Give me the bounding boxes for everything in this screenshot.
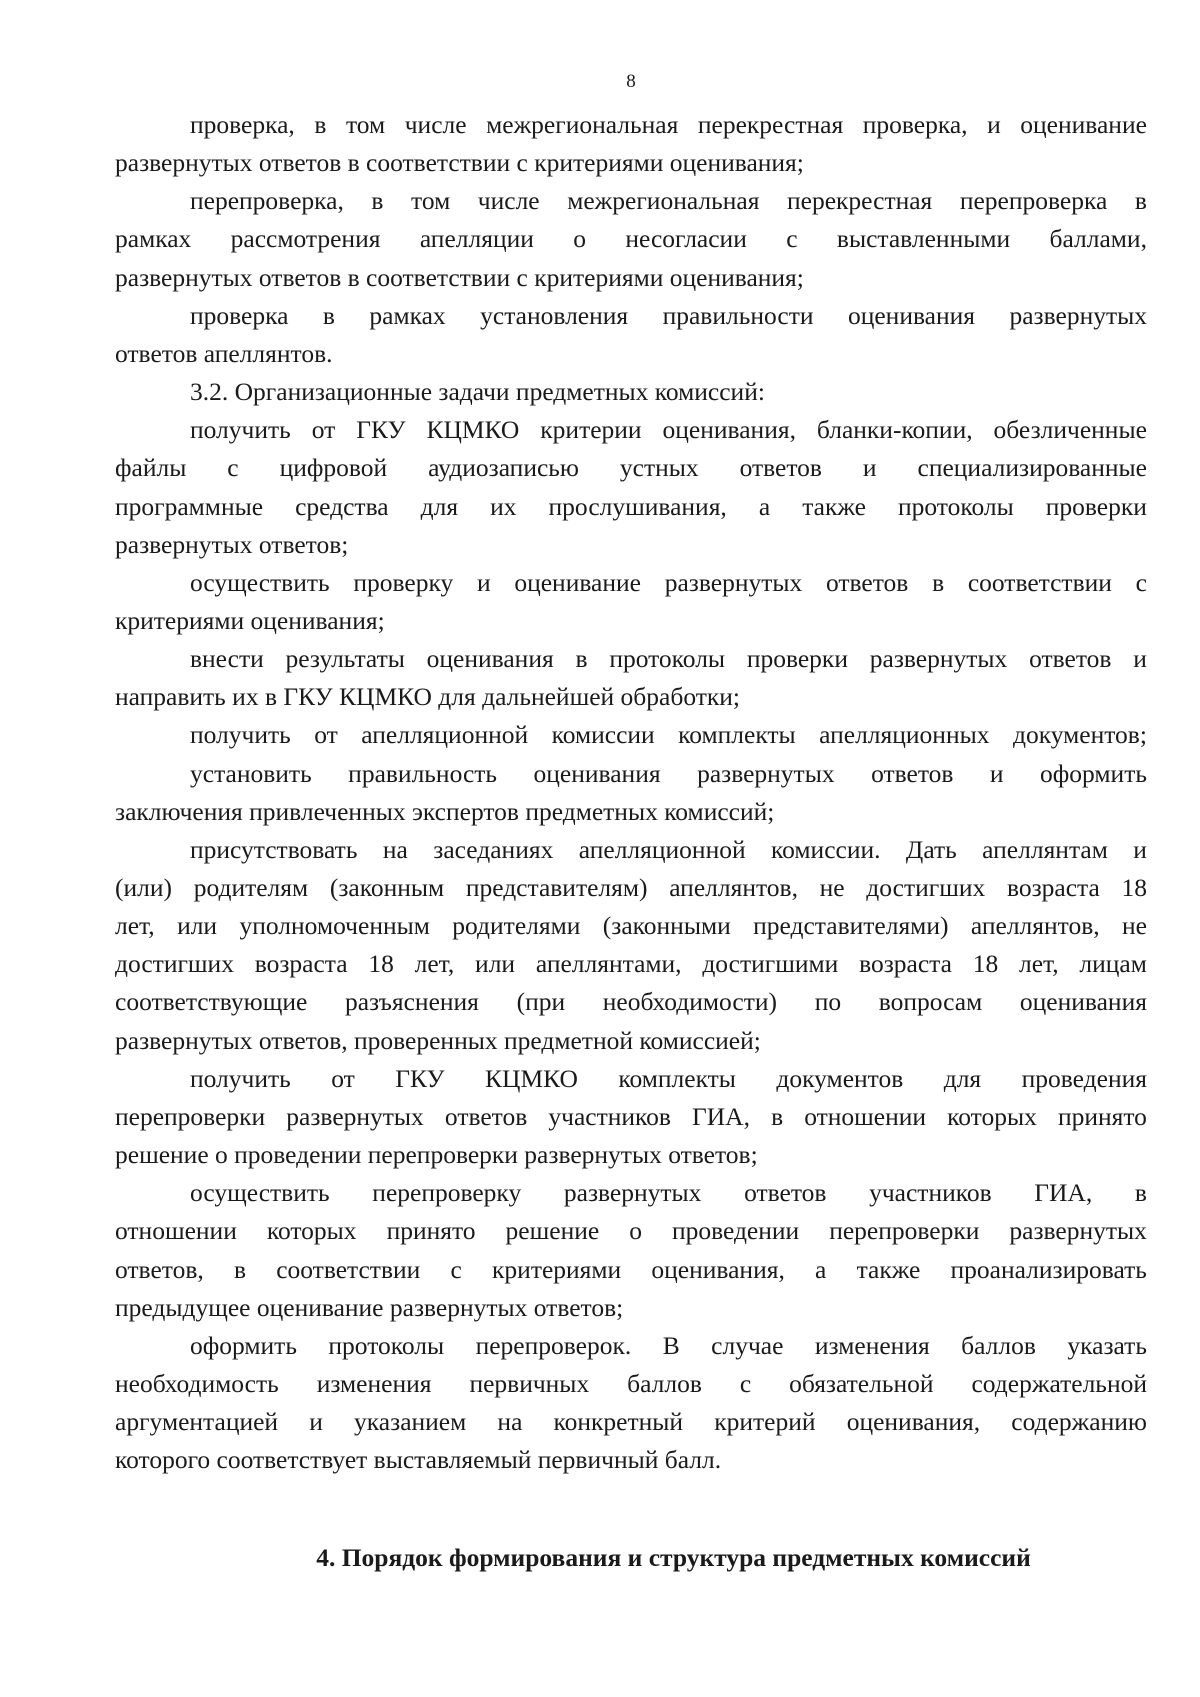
text-line: [190, 641, 1147, 677]
word: обязательной: [789, 1369, 934, 1398]
word: в: [1134, 1178, 1147, 1208]
word: в: [322, 300, 335, 330]
text-line: [190, 1061, 1147, 1097]
word: или: [475, 949, 516, 979]
word: разъяснения: [344, 987, 479, 1017]
word: числе: [404, 110, 467, 139]
word: в: [314, 110, 327, 139]
word: 18: [972, 949, 999, 979]
word: оценивания,: [846, 1407, 981, 1437]
word: перекрестная: [787, 186, 933, 216]
word: оформить: [190, 1330, 297, 1360]
word: о: [573, 224, 586, 254]
word: проверку: [353, 567, 454, 597]
word: аудиозаписью: [428, 453, 579, 483]
word: апеллянтов,: [669, 873, 798, 902]
word: а: [815, 1254, 827, 1284]
word: от: [331, 1063, 355, 1093]
word: с: [1135, 567, 1147, 597]
word: отношении: [804, 1101, 927, 1131]
word: родителями: [452, 911, 581, 941]
word: проведении: [671, 1216, 800, 1246]
word: содержательной: [971, 1369, 1147, 1398]
word: проверки: [746, 644, 848, 674]
text-line: решение о проведении перепроверки развернутых ответов;: [115, 1140, 758, 1169]
word: апелляционной: [361, 720, 529, 750]
word: критерий: [714, 1407, 816, 1437]
word: перепроверки: [829, 1216, 980, 1246]
word: протоколы: [609, 644, 726, 674]
word: развернутых: [664, 567, 803, 597]
word: документов;: [1012, 720, 1147, 750]
word: (или): [115, 873, 173, 902]
word: рамках: [369, 300, 446, 330]
word: достигших: [866, 873, 986, 902]
word: возраста: [859, 949, 952, 979]
word: достигших: [115, 949, 234, 979]
word: том: [345, 110, 386, 139]
word: уполномоченным: [239, 911, 430, 941]
text-line: критериями оценивания;: [115, 606, 385, 635]
word: межрегиональная: [486, 110, 679, 139]
word: внести: [190, 644, 264, 674]
word: получить: [190, 415, 291, 445]
text-line: [115, 489, 1147, 525]
word: вопросам: [878, 987, 983, 1017]
text-line: [190, 565, 1147, 601]
word: перепроверки: [115, 1101, 266, 1131]
word: с: [227, 453, 239, 483]
word: ответов: [1029, 644, 1112, 674]
text-line: которого соответствует выставляемый первичный балл.: [115, 1445, 722, 1475]
text-line: [190, 717, 1147, 753]
word: участников: [548, 1101, 671, 1131]
word: 18: [368, 949, 394, 979]
word: межрегиональная: [567, 186, 760, 216]
word: прослушивания,: [548, 491, 727, 521]
word: средства: [295, 491, 389, 521]
word: оценивания,: [651, 1254, 785, 1284]
word: развернутых: [1009, 300, 1147, 330]
word: оформить: [1040, 758, 1147, 788]
word: развернутых: [869, 644, 1008, 674]
text-line: [115, 1404, 1147, 1440]
word: комплекты: [678, 720, 796, 750]
word: программные: [115, 491, 264, 521]
word: КЦМКО: [426, 415, 520, 445]
word: необходимости): [602, 987, 778, 1017]
text-line: [115, 870, 1147, 906]
word: также: [856, 1254, 921, 1284]
word: ответов: [444, 1101, 528, 1131]
word: ответов: [739, 453, 822, 483]
word: и: [987, 110, 1001, 139]
word: которых: [266, 1216, 357, 1246]
text-line: [190, 183, 1147, 219]
text-line: [115, 908, 1147, 944]
word: оценивания: [533, 758, 661, 788]
word: изменения: [814, 1330, 930, 1360]
word: указанием: [354, 1407, 467, 1437]
word: числе: [477, 186, 540, 216]
word: баллами,: [1049, 224, 1147, 254]
word: развернутых: [697, 758, 835, 788]
word: проверка,: [862, 110, 968, 139]
word: проанализировать: [950, 1254, 1147, 1284]
word: заседаниях: [433, 834, 554, 864]
word: комплекты: [618, 1063, 736, 1093]
text-line: [190, 412, 1147, 448]
word: ГКУ: [395, 1063, 445, 1093]
word: баллов: [961, 1330, 1036, 1360]
word: которых: [947, 1101, 1037, 1131]
word: указать: [1067, 1330, 1147, 1360]
word: получить: [190, 1063, 291, 1093]
word: перепроверка: [959, 186, 1108, 216]
word: В: [662, 1330, 680, 1360]
word: для: [420, 491, 459, 521]
word: критериями: [492, 1254, 622, 1284]
word: в: [371, 186, 384, 216]
word: не: [819, 873, 845, 902]
word: на: [497, 1407, 523, 1437]
text-line: [115, 1099, 1147, 1135]
word: или: [177, 911, 218, 941]
word: соответствующие: [115, 987, 308, 1017]
word: перепроверка,: [190, 186, 344, 216]
word: ГКУ: [356, 415, 406, 445]
text-line: предыдущее оценивание развернутых ответов;: [115, 1292, 624, 1322]
word: оценивание: [514, 567, 641, 597]
word: и: [1133, 834, 1147, 864]
word: аргументацией: [115, 1407, 279, 1437]
word: лет,: [1018, 949, 1059, 979]
word: проверка: [190, 300, 289, 330]
word: несогласии: [625, 224, 747, 254]
text-line: [190, 1175, 1147, 1211]
word: 18: [1121, 873, 1147, 902]
word: (при: [516, 987, 566, 1017]
word: проведения: [1021, 1063, 1147, 1093]
word: и: [1133, 644, 1147, 674]
word: на: [382, 834, 408, 864]
word: их: [490, 491, 517, 521]
text-line: развернутых ответов в соответствии с критериями оценивания;: [115, 148, 804, 178]
section-heading: 4. Порядок формирования и структура предметных комиссий: [316, 1543, 1031, 1572]
word: также: [802, 491, 866, 521]
word: отношении: [115, 1216, 237, 1246]
word: апеллянтами,: [535, 949, 682, 979]
word: для: [943, 1063, 982, 1093]
word: оценивания: [1019, 987, 1147, 1017]
word: ответов,: [115, 1254, 204, 1284]
word: специализированные: [917, 453, 1147, 483]
word: протоколы: [328, 1330, 445, 1360]
word: цифровой: [279, 453, 388, 483]
word: протоколы: [898, 491, 1014, 521]
word: оценивания,: [662, 415, 796, 445]
word: оценивания: [426, 644, 554, 674]
word: от: [314, 720, 338, 750]
word: критерии: [540, 415, 642, 445]
word: лет,: [115, 911, 155, 941]
word: в: [575, 644, 588, 674]
text-line: [115, 946, 1147, 982]
word: Дать: [905, 834, 957, 864]
text-line: [115, 450, 1147, 486]
word: проверка,: [190, 110, 295, 139]
word: с: [450, 1254, 462, 1284]
word: не: [1122, 911, 1147, 941]
word: оценивание: [1020, 110, 1147, 139]
word: проверки: [1045, 491, 1147, 521]
word: апелляции: [419, 224, 534, 254]
word: результаты: [285, 644, 405, 674]
word: развернутых: [1009, 1216, 1147, 1246]
word: ответов: [744, 1178, 827, 1208]
text-line: [190, 1328, 1147, 1364]
word: бланки-копии,: [816, 415, 973, 445]
word: том: [411, 186, 451, 216]
word: в: [771, 1101, 784, 1131]
word: с: [786, 224, 798, 254]
word: (законными: [602, 911, 731, 941]
word: файлы: [115, 453, 187, 483]
word: перепроверок.: [475, 1330, 632, 1360]
text-line: развернутых ответов в соответствии с критериями оценивания;: [115, 262, 804, 292]
word: комиссии: [551, 720, 655, 750]
word: ответов: [871, 758, 954, 788]
text-line: [115, 1366, 1147, 1402]
word: апелляционной: [578, 834, 746, 864]
word: правильность: [348, 758, 498, 788]
word: о: [629, 1216, 642, 1246]
word: осуществить: [190, 567, 330, 597]
word: получить: [190, 720, 291, 750]
text-line: развернутых ответов;: [115, 529, 349, 559]
word: конкретный: [553, 1407, 684, 1437]
word: от: [311, 415, 336, 445]
text-line: 3.2. Организационные задачи предметных комиссий:: [190, 377, 765, 407]
word: КЦМКО: [485, 1063, 578, 1093]
word: случае: [711, 1330, 784, 1360]
word: правильности: [662, 300, 814, 330]
text-line: направить их в ГКУ КЦМКО для дальнейшей обработки;: [115, 682, 740, 712]
word: возраста: [1006, 873, 1100, 902]
word: в: [1134, 186, 1147, 216]
word: родителям: [193, 873, 309, 902]
word: лет,: [414, 949, 455, 979]
word: участников: [869, 1178, 992, 1208]
text-line: [190, 832, 1147, 868]
word: установить: [190, 758, 312, 788]
page-number: 8: [626, 71, 636, 92]
word: (законным: [329, 873, 445, 902]
word: соответствии: [967, 567, 1112, 597]
word: соответствии: [276, 1254, 421, 1284]
text-line: заключения привлеченных экспертов предметных комиссий;: [115, 796, 775, 826]
text-line: [115, 984, 1147, 1020]
word: достигшими: [702, 949, 839, 979]
word: и: [862, 453, 877, 483]
word: установления: [480, 300, 629, 330]
word: представителям): [465, 873, 648, 902]
word: перекрестная: [697, 110, 844, 139]
word: документов: [776, 1063, 904, 1093]
word: решение: [505, 1216, 600, 1246]
word: перепроверку: [372, 1178, 522, 1208]
word: в: [932, 567, 945, 597]
word: оценивания: [847, 300, 976, 330]
word: ГИА,: [1034, 1178, 1093, 1208]
word: развернутых: [286, 1101, 424, 1131]
word: содержанию: [1011, 1407, 1147, 1437]
word: возраста: [254, 949, 348, 979]
word: в: [233, 1254, 246, 1284]
word: лицам: [1079, 949, 1147, 979]
word: необходимость: [115, 1369, 279, 1398]
text-line: [190, 298, 1147, 334]
word: с: [739, 1369, 752, 1398]
word: комиссии.: [771, 834, 881, 864]
word: осуществить: [190, 1178, 330, 1208]
word: присутствовать: [190, 834, 358, 864]
text-line: [115, 1252, 1147, 1288]
word: и: [309, 1407, 323, 1437]
word: и: [476, 567, 491, 597]
word: ответов: [825, 567, 909, 597]
text-line: [190, 107, 1147, 143]
word: апеллянтов,: [970, 911, 1100, 941]
word: принято: [386, 1216, 476, 1246]
word: и: [989, 758, 1004, 788]
word: развернутых: [563, 1178, 702, 1208]
text-line: [190, 756, 1147, 792]
word: ГИА,: [692, 1101, 750, 1131]
word: принято: [1057, 1101, 1147, 1131]
word: баллов: [627, 1369, 702, 1398]
text-line: ответов апеллянтов.: [115, 338, 333, 368]
text-line: [115, 1213, 1147, 1249]
word: устных: [619, 453, 699, 483]
word: апеллянтам: [982, 834, 1108, 864]
word: а: [758, 491, 771, 521]
word: первичных: [469, 1369, 590, 1398]
text-line: развернутых ответов, проверенных предметной комиссией;: [115, 1025, 761, 1055]
word: по: [814, 987, 842, 1017]
word: изменения: [316, 1369, 432, 1398]
word: рассмотрения: [230, 224, 381, 254]
word: обезличенные: [993, 415, 1147, 445]
word: представителями): [753, 911, 949, 941]
word: апелляционных: [819, 720, 990, 750]
text-line: [115, 221, 1147, 257]
word: рамках: [115, 224, 192, 254]
word: выставленными: [836, 224, 1011, 254]
